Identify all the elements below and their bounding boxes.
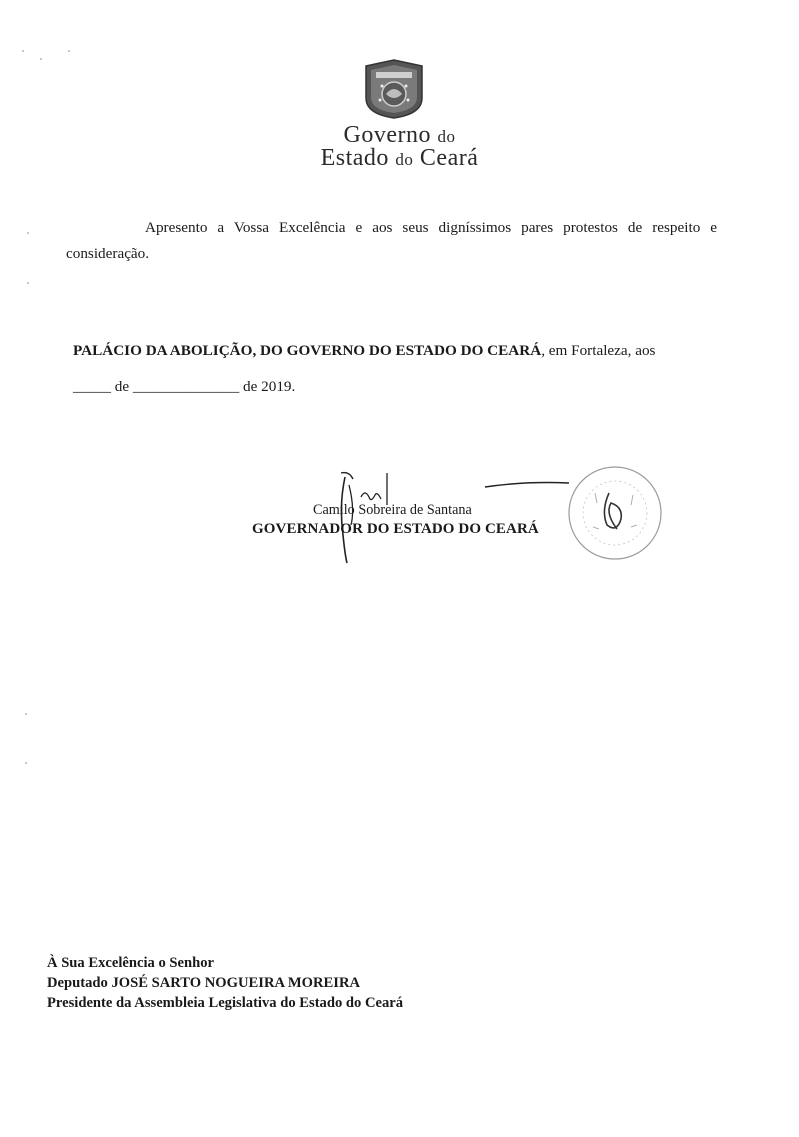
signer-name: Camilo Sobreira de Santana (313, 502, 472, 518)
addressee-position: Presidente da Assembleia Legislativa do Estado do Ceará (47, 995, 404, 1011)
header-title-line2: Estado do Ceará (320, 145, 479, 171)
addressee-name: Deputado JOSÉ SARTO NOGUEIRA MOREIRA (47, 975, 361, 991)
official-seal-icon (565, 463, 665, 563)
coat-of-arms-icon (362, 58, 426, 120)
header-title-line1: Governo do (343, 122, 456, 148)
scan-speck (22, 50, 24, 52)
scan-speck (25, 762, 27, 764)
palace-name: PALÁCIO DA ABOLIÇÃO, DO GOVERNO DO ESTADO DO CEARÁ (73, 342, 542, 359)
scan-speck (68, 50, 70, 52)
scan-speck (25, 713, 27, 715)
place-line (73, 342, 723, 360)
scan-speck (27, 282, 29, 284)
scan-speck (27, 232, 29, 234)
addressee-salutation: À Sua Excelência o Senhor (47, 955, 215, 971)
signer-title: GOVERNADOR DO ESTADO DO CEARÁ (252, 521, 539, 537)
date-line: _____ de ______________ de 2019. (73, 378, 296, 395)
scan-speck (40, 58, 42, 60)
place-suffix: , em Fortaleza, aos (541, 342, 656, 359)
closing-paragraph: Apresento a Vossa Excelência e aos seus digníssimos pares protestos de respeito e consideração. (66, 219, 717, 262)
